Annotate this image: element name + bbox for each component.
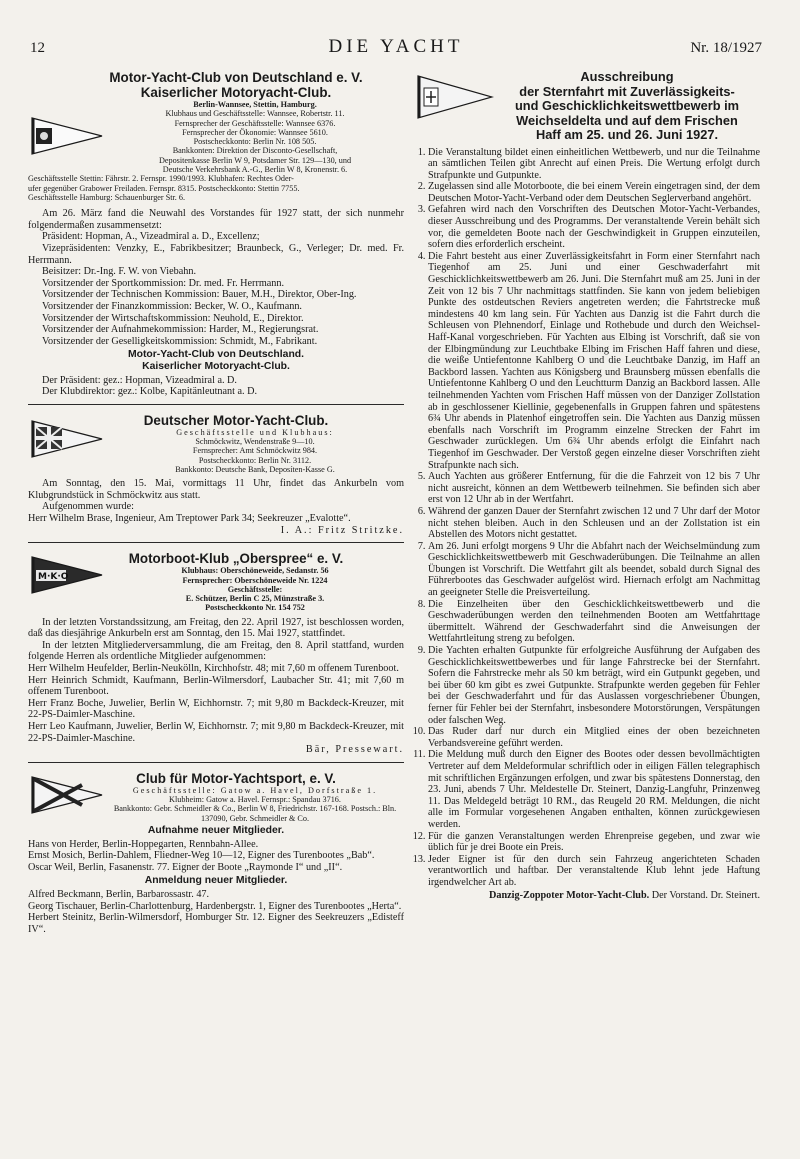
rules-list — [410, 147, 760, 889]
mko-pennant-icon — [28, 555, 104, 595]
rule-item: 1. Die Veranstaltung bildet einen einheitlichen Wettbewerb, und nur die Teilnahme an sämtlichen Teilen gibt Anrecht auf einen Preis. Die Wertung erfolgt durch Strafpunkte und Gutpunkte. — [428, 147, 760, 182]
announcement-title-line: der Sternfahrt mit Zuverlässigkeits- — [519, 83, 735, 99]
section-heading: Anmeldung neuer Mitglieder. — [144, 875, 288, 887]
journal-title: DIE YACHT — [328, 36, 464, 57]
club-info: Klubhaus: Oberschöneweide, Sedanstr. 56 Fernsprecher: Oberschöneweide Nr. 1224 Geschäftsstelle: E. Schützer, Berlin C 25, Münzstraße 3. Postscheckkonto Nr. 154 752 — [181, 566, 329, 613]
list-item: Ernst Mosich, Berlin-Dahlem, Fliedner-Weg 10—12, Eigner des Turenbootes „Bab“. — [28, 850, 375, 862]
signature-club: Danzig-Zoppoter Motor-Yacht-Club. — [489, 889, 650, 901]
announcement-title-line: und Geschicklichkeitswettbewerb im — [514, 98, 739, 113]
signature-board: Der Vorstand. Dr. Steinert. — [651, 889, 760, 901]
rule-item: 9. Die Yachten erhalten Gutpunkte für erfolgreiche Ausführung der Aufgaben des Geschicklichkeitswettbewerbes und für lange Fahrstrecke bei der Sternfahrt. Sofern die Fahrstrecke mehr als 50 km beträgt, wird ein Gutpunkt gegeben, und bei über 60 km gibt es zwei Gutpunkte. Strafpunkte werden gegeben für Fehler bei der Geschwaderfahrt und für das Auslassen vorgeschriebener Übungen, ferner für Fehler bei der Sternfahrt, insbesondere Motorstörungen, Verspätungen oder falschen Weg. — [428, 645, 760, 726]
paragraph: Aufgenommen wurde: — [42, 501, 134, 513]
union-jack-pennant-icon — [28, 419, 104, 459]
club-section-cfmy — [28, 771, 404, 936]
club-title: Club für Motor-Yachtsport, e. V. — [136, 770, 336, 786]
rule-item: 10. Das Ruder darf nur durch ein Mitglied eines der oben bezeichneten Verbandsvereine geführt werden. — [428, 726, 760, 749]
right-column — [410, 70, 760, 901]
paragraph: Vorsitzender der Technischen Kommission: Bauer, M.H., Direktor, Ober-Ing. — [42, 289, 357, 301]
club-title: Motor-Yacht-Club von Deutschland e. V. — [109, 70, 363, 85]
signature-line: Der Präsident: gez.: Hopman, Vizeadmiral a. D. — [42, 374, 237, 386]
paragraph: Herr Heinrich Schmidt, Kaufmann, Berlin-Wilmersdorf, Laubacher Str. 41; mit 7,60 m offenem Turenboot. — [28, 674, 404, 698]
list-item: Hans von Herder, Berlin-Hoppegarten, Rennbahn-Allee. — [28, 838, 259, 850]
paragraph: In der letzten Vorstandssitzung, am Freitag, den 22. April 1927, ist beschlossen worden, daß das diesjährige Ankurbeln erst am Sonntag, den 15. Mai 1927, stattfindet. — [28, 616, 404, 640]
paragraph: Präsident: Hopman, A., Vizeadmiral a. D., Excellenz; — [42, 231, 260, 243]
paragraph: Herr Leo Kaufmann, Juwelier, Berlin W, Eichhornstr. 7; mit 9,80 m Backdeck-Kreuzer, mit 22-PS-Daimler-Maschine. — [28, 721, 404, 744]
rule-item: 13. Jeder Eigner ist für den durch sein Fahrzeug angerichteten Schaden verantwortlich und haftbar. Der veranstaltende Klub lehnt jede Haftung irgendwelcher Art ab. — [428, 854, 760, 889]
signature-line: Der Klubdirektor: gez.: Kolbe, Kapitänleutnant a. D. — [42, 386, 258, 398]
left-column — [28, 70, 404, 935]
club-title: Deutscher Motor-Yacht-Club. — [143, 412, 329, 428]
club-info: Berlin-Wannsee, Stettin, Hamburg. Klubhaus und Geschäftsstelle: Wannsee, Robertstr. 11. Fernsprecher der Geschäftsstelle: Wannsee 6376. Fernsprecher der Ökonomie: Wannsee 5610. Postscheckkonto: Berlin Nr. 108 505. Bankkonten: Direktion der Disconto-Gesellschaft, Depositenkasse Berlin W 9, Potsdamer Str. 129—130, und Deutsche Verkehrsbank A.-G., Berlin W 8, Kronenstr. 6. — [158, 100, 352, 175]
rule-item: 4. Die Fahrt besteht aus einer Zuverlässigkeitsfahrt in Form einer Sternfahrt nach Tiegenhof am 25. Juni und einer Geschwaderfahrt mit Geschicklichkeitswettbewerb am 26. Juni. Die Sternfahrt muß am 25. Juni in der Zeit von 12 bis 7 Uhr nachmittags stattfinden. Sie kann von jedem beliebigen Punkte des ostdeutschen Reviers angetreten werden; die Fahrtstrecke muß mindestens 40 km lang sein. Für Yachten aus Danzig ist die Fahrt durch die Schleusen von Plehnendorf, Einlage und Rothebude und durch den Weichsel-Haff-Kanal vorgeschrieben. Für Yachten aus Elbing ist Vorschrift, daß sie von der Elbingmündung zur Leuchtbake Elbing im Frischen Haff fahren und diese, die weiße Untiefentonne Kahlberg O und die Leuchtbake Danzig, im Haff an Backbord lassen. Yachten aus Königsberg und Braunsberg müssen ebenfalls die Untiefentonne Kahlberg O und den Leuchtturm Danzig an Backbord lassen. Alle teilnehmenden Yachten vom Frischen Haff müssen von der Danziger Zollstation ab in geschlossener Kiellinie, gegebenenfalls in Gruppen fahren und spätestens 6¾ Uhr abends in Platenhof eingetroffen sein. Die Yachten aus Danzig müssen ebenfalls nach Vorschrift im Programm einzelne Strecken der Fahrt im Geschwader zurücklegen. Um 6¾ Uhr abends erfolgt die Einfahrt nach Tiegenhof im Geschwader. Der Verstoß gegen einzelne dieser Vorschriften zieht Strafpunkte nach sich. — [428, 251, 760, 471]
announcement-title: Ausschreibung — [580, 69, 674, 84]
club-section-mkos — [28, 551, 404, 756]
rule-item: 6. Während der ganzen Dauer der Sternfahrt zwischen 12 und 7 Uhr darf der Motor nicht stehen bleiben. Auch in den Schleusen und an der Zollstation ist ein Abstellen des Motors nicht gestattet. — [428, 506, 760, 541]
announcement-title-line: Weichseldelta und auf dem Frischen — [516, 112, 738, 128]
paragraph: Vizepräsidenten: Venzky, E., Fabrikbesitzer; Braunbeck, G., Verleger; Dr. med. Fr. Herrmann. — [28, 243, 404, 266]
paragraph: In der letzten Mitgliederversammlung, die am Freitag, den 8. April stattfand, wurden folgende Herren als ordentliche Mitglieder aufgenommen: — [28, 639, 404, 663]
announcement-header — [410, 70, 760, 143]
rule-item: 5. Auch Yachten aus größerer Entfernung, für die die Fahrzeit von 12 bis 7 Uhr nicht ausreicht, können an dem Wettbewerb teilnehmen. Sie befinden sich aber erst von 12 Uhr ab in der Wertfahrt. — [428, 471, 760, 506]
divider — [28, 542, 404, 543]
rule-item: 8. Die Einzelheiten über den Geschicklichkeitswettbewerb und die Geschwaderübungen werden den teilnehmenden Booten am Wettfahrttage übermittelt. Während der Geschwaderfahrt sind die Anweisungen der Wettfahrtleitung streng zu befolgen. — [428, 599, 760, 645]
divider — [28, 404, 404, 405]
section-heading: Aufnahme neuer Mitglieder. — [147, 825, 285, 837]
paragraph: Herr Wilhelm Brase, Ingenieur, Am Treptower Park 34; Seekreuzer „Evalotte“. — [28, 513, 351, 525]
pennant-label: M·K·O — [38, 572, 69, 583]
rule-item: 3. Gefahren wird nach den Vorschriften des Deutschen Motor-Yacht-Verbandes, dieser Ausschreibung und des Programms. Der veranstaltende Verein behält sich vor, die gemeldeten Boote nach der Geschwindigkeit in Gruppen einzuteilen, sofern dies erforderlich erscheint. — [428, 204, 760, 250]
rule-item: 11. Die Meldung muß durch den Eigner des Bootes oder dessen bevollmächtigten Vertreter auf dem Meldeformular schriftlich oder in eiligen Fällen telegraphisch mit schriftlichen Ergänzungen erfolgen, und zwar bis spätestens Donnerstag, den 23. Juni, abends 7 Uhr. Meldestelle Dr. Steinert, Danzig-Langfuhr, Prinzenweg 11. Das Meldegeld beträgt 10 RM., das Reugeld 20 RM. Meldungen, die nicht alle im Formular vorgesehenen Angaben enthalten, können zurückgewiesen werden. — [428, 749, 760, 830]
list-item: Georg Tischauer, Berlin-Charlottenburg, Hardenbergstr. 1, Eigner des Turenbootes „Herta“. — [28, 900, 402, 912]
signature-title: Motor-Yacht-Club von Deutschland. — [127, 349, 305, 361]
paragraph: Vorsitzender der Geselligkeitskommission: Schmidt, M., Fabrikant. — [42, 335, 318, 347]
signature-subtitle: Kaiserlicher Motoryacht-Club. — [142, 360, 290, 372]
signature-line: Bär, Pressewart. — [305, 744, 404, 756]
club-section-dmyc — [28, 413, 404, 536]
club-info: Geschäftsstelle und Klubhaus: Schmöckwitz, Wendenstraße 9—10. Fernsprecher: Amt Schmöckwitz 984. Postscheckkonto: Berlin Nr. 3112. Bankkonto: Deutsche Bank, Deposíten-Kasse G. — [175, 427, 335, 474]
paragraph: Am 26. März fand die Neuwahl des Vorstandes für 1927 statt, der sich nunmehr folgendermaßen zusammensetzt: — [28, 208, 404, 231]
cross-pennant-icon — [28, 775, 104, 815]
announcement-title-line: Haff am 25. und 26. Juni 1927. — [535, 127, 719, 142]
signature — [410, 890, 760, 902]
rule-item: 12. Für die ganzen Veranstaltungen werden Ehrenpreise gegeben, und zwar wie üblich für je drei Boote ein Preis. — [428, 831, 760, 854]
paragraph: Vorsitzender der Sportkommission: Dr. med. Fr. Herrmann. — [42, 277, 285, 289]
list-item: Alfred Beckmann, Berlin, Barbarossastr. 47. — [28, 888, 210, 900]
rule-item: 7. Am 26. Juni erfolgt morgens 9 Uhr die Abfahrt nach der Weichselmündung zum Geschicklichkeitswettbewerb mit Geschwaderübungen. Die Teilnahme an allen Übungen ist Vorschrift. Die Wettfahrt gilt als beendet, sobald durch Signal des Führerbootes das Geschwader aufgelöst wird. Hiernach erfolgt am Nachmittag an geeigneter Stelle die Preisverteilung. — [428, 541, 760, 599]
club-subtitle: Kaiserlicher Motoryacht-Club. — [140, 85, 332, 100]
paragraph: Herr Franz Boche, Juwelier, Berlin W, Eichhornstr. 7; mit 9,80 m Backdeck-Kreuzer, mit 22-PS-Daimler-Maschine. — [28, 697, 404, 721]
issue-number: Nr. 18/1927 — [690, 40, 762, 56]
paragraph: Vorsitzender der Wirtschaftskommission: Neuhold, E., Direktor. — [42, 312, 304, 324]
paragraph: Herr Wilhelm Heufelder, Berlin-Neukölln, Kirchhofstr. 48; mit 7,60 m offenem Turenboot. — [28, 663, 399, 675]
signature-line: I. A.: Fritz Stritzke. — [280, 524, 404, 536]
page-header — [30, 36, 762, 60]
paragraph: Vorsitzender der Aufnahmekommission: Harder, M., Regierungsrat. — [42, 324, 319, 336]
paragraph: Vorsitzender der Finanzkommission: Becker, W. O., Kaufmann. — [42, 301, 302, 313]
list-item: Herbert Steinitz, Berlin-Wilmersdorf, Homburger Str. 12. Eigner des Seekreuzers „Edisteff IV“. — [28, 912, 404, 935]
list-item: Oscar Weil, Berlin, Fasanenstr. 77. Eigner der Boote „Raymonde I“ und „II“. — [28, 861, 343, 873]
danzig-pennant-icon — [414, 74, 494, 120]
paragraph: Beisitzer: Dr.-Ing. F. W. von Viebahn. — [42, 266, 197, 278]
page-number: 12 — [30, 40, 45, 56]
club-pennant-icon — [28, 116, 104, 156]
club-title: Motorboot-Klub „Oberspree“ e. V. — [128, 551, 344, 567]
club-info-stettin: Geschäftsstelle Stettin: Fährstr. 2. Fernspr. 1990/1993. Klubhafen: Rechtes Oder- ufer gegenüber Grabower Freiladen. Fernspr. 8315. Postscheckkonto: Stettin 7755. Geschäftsstelle Hamburg: Schauenburger Str. 6. — [28, 174, 300, 202]
rule-item: 2. Zugelassen sind alle Motorboote, die bei einem Verein eingetragen sind, der dem Deutschen Motor-Yacht-Verband oder dem Deutschen Seglerverband angehört. — [428, 181, 760, 204]
club-info: Geschäftsstelle: Gatow a. Havel, Dorfstraße 1. Klubheim: Gatow a. Havel. Fernspr.: Spandau 3716. Bankkonto: Gebr. Schmeidler & Co., Berlin W 8, Friedrichstr. 167-168. Postsch.: Bln. 137090, Gebr. Schmeidler & Co. — [113, 785, 397, 823]
club-section-mycd — [28, 70, 404, 398]
divider — [28, 762, 404, 763]
paragraph: Am Sonntag, den 15. Mai, vormittags 11 Uhr, findet das Ankurbeln vom Klubgrundstück in Schmöckwitz aus statt. — [28, 478, 404, 501]
